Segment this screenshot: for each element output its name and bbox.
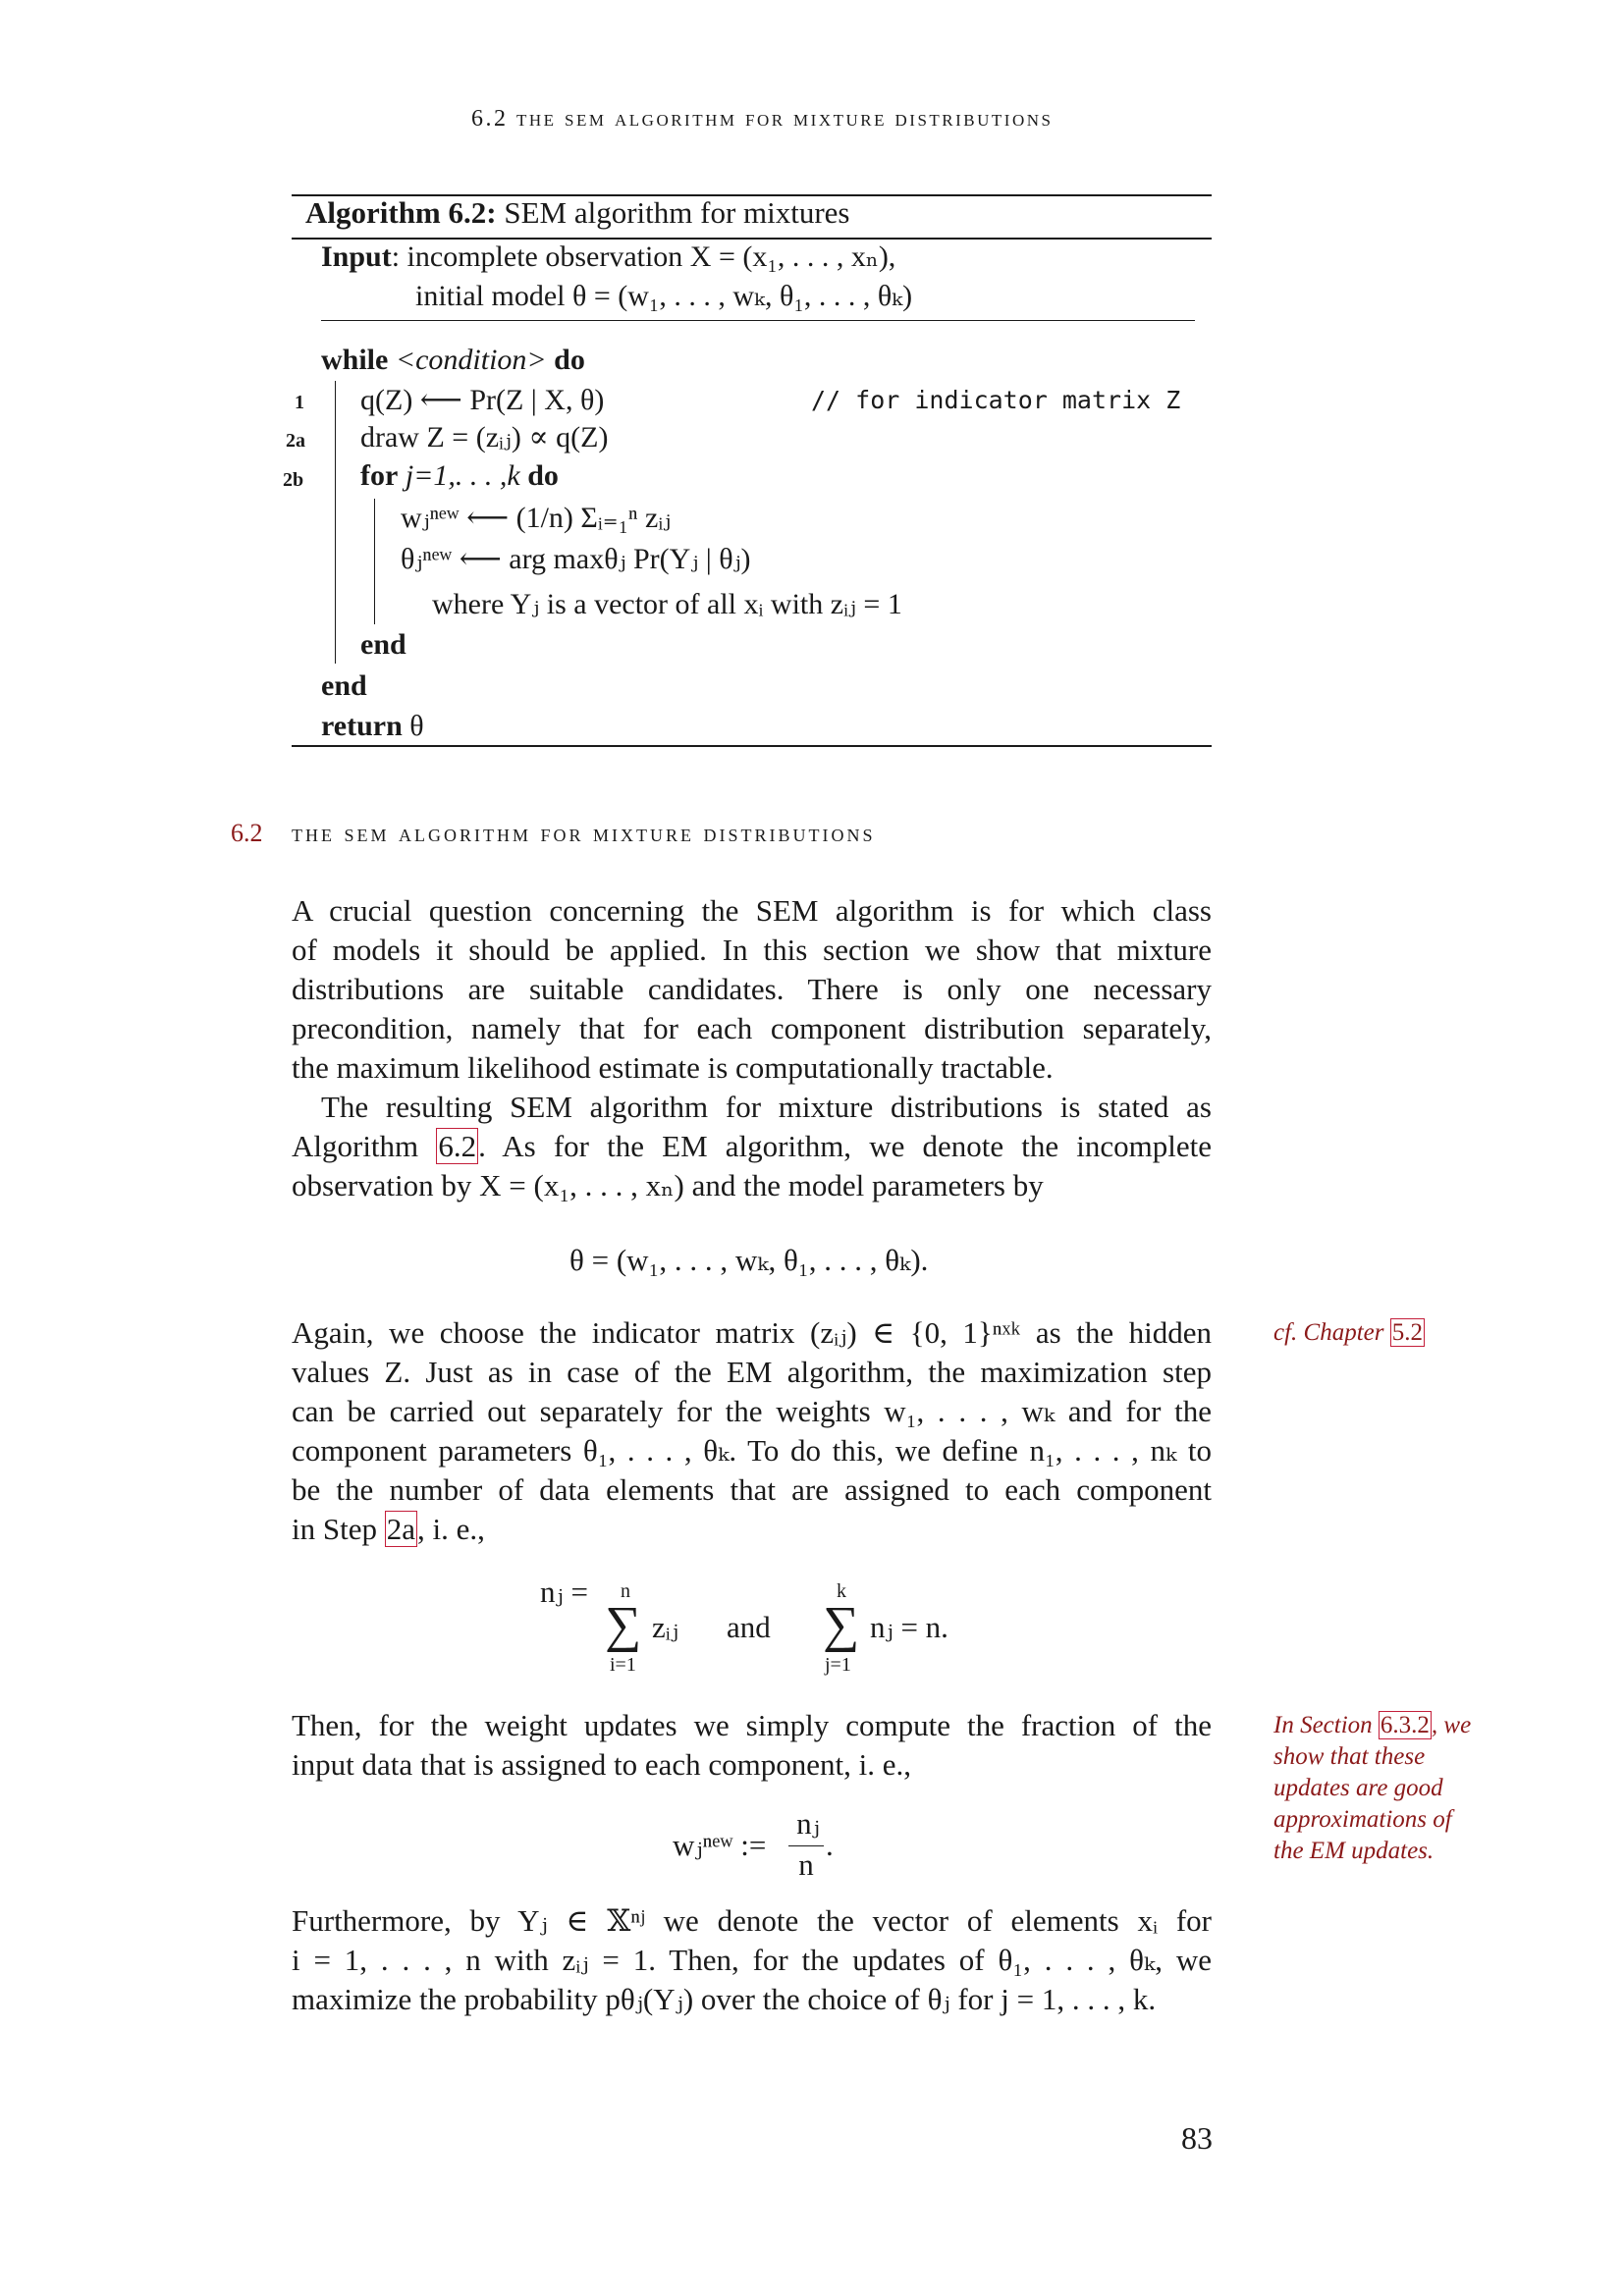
w-update: wⱼⁿᵉʷ ⟵ (1/n) Σᵢ₌₁ⁿ zᵢⱼ — [401, 502, 672, 534]
eq3-period: . — [826, 1828, 834, 1862]
paragraph-line: distributions are suitable candidates. There is only one necessary — [292, 972, 1212, 1006]
paragraph-line — [292, 1510, 1212, 1549]
paragraph-line: A crucial question concerning the SEM algorithm is for which class — [292, 893, 1212, 928]
paragraph-4 — [292, 1706, 1212, 1785]
eq2-sum2-term: nⱼ = n. — [870, 1610, 948, 1644]
where-line: where Yⱼ is a vector of all xᵢ with zᵢⱼ = 1 — [432, 588, 902, 620]
while-block-bar — [335, 381, 336, 664]
algorithm-input — [321, 240, 895, 274]
paragraph-3 — [292, 1313, 1212, 1549]
step-2a: draw Z = (zᵢⱼ) ∝ q(Z) — [360, 421, 609, 454]
theta-update: θⱼⁿᵉʷ ⟵ arg maxθⱼ Pr(Yⱼ | θⱼ) — [401, 543, 751, 575]
for-line — [360, 459, 559, 493]
eq2-sum2-upper: k — [837, 1580, 846, 1602]
page-number: 83 — [1181, 2120, 1213, 2156]
paragraph-line: of models it should be applied. In this section we show that mixture — [292, 933, 1212, 967]
eq2-and: and — [727, 1610, 771, 1644]
step-number-2a: 2a — [286, 430, 305, 452]
kw-do: do — [554, 344, 585, 376]
algorithm-label: Algorithm 6.2: — [305, 195, 497, 230]
paragraph-line: be the number of data elements that are assigned to each component — [292, 1472, 1212, 1507]
for-range: j=1,. . . ,k — [405, 459, 520, 492]
margin-note-section — [1273, 1710, 1499, 1867]
algorithm-title: SEM algorithm for mixtures — [504, 195, 850, 230]
text-fragment: , i. e., — [417, 1512, 485, 1546]
paragraph-line: The resulting SEM algorithm for mixture distributions is stated as — [321, 1090, 1212, 1124]
paragraph-line: values Z. Just as in case of the EM algorithm, the maximization step — [292, 1355, 1212, 1389]
section-ref-link[interactable]: 6.3.2 — [1380, 1712, 1430, 1738]
step-1: q(Z) ⟵ Pr(Z | X, θ) — [360, 384, 605, 416]
fraction-bar — [788, 1845, 824, 1846]
algorithm-bottom-rule — [292, 745, 1212, 747]
paragraph-line: Then, for the weight updates we simply compute the fraction of the — [292, 1708, 1212, 1742]
running-header: 6.2 the sem algorithm for mixture distributions — [471, 106, 1054, 132]
margin-text: the EM updates. — [1273, 1838, 1435, 1864]
step-ref-link[interactable]: 2a — [386, 1512, 415, 1546]
section-number: 6.2 — [231, 819, 263, 847]
paragraph-1 — [292, 891, 1212, 1088]
kw-end-for: end — [360, 628, 406, 661]
algorithm-input-line2: initial model θ = (w₁, . . . , wₖ, θ₁, . . . , θₖ) — [415, 280, 913, 312]
kw-for: for — [360, 459, 399, 492]
margin-text: In Section — [1273, 1712, 1373, 1738]
section-title: the sem algorithm for mixture distributions — [292, 819, 876, 847]
kw-do-inner: do — [527, 459, 559, 492]
while-condition: <condition> — [395, 344, 547, 376]
equation-weight-update: wⱼⁿᵉʷ := — [673, 1828, 767, 1862]
eq2-sum1-term: zᵢⱼ — [652, 1610, 679, 1644]
eq3-denominator: n — [798, 1847, 814, 1882]
algorithm-input-rule — [321, 320, 1195, 321]
paragraph-line — [292, 1127, 1212, 1166]
margin-text: show that these — [1273, 1743, 1426, 1770]
equation-theta: θ = (w₁, . . . , wₖ, θ₁, . . . , θₖ). — [569, 1243, 929, 1277]
eq3-numerator: nⱼ — [796, 1806, 820, 1841]
step-number-2b: 2b — [283, 469, 304, 491]
equation-nj — [540, 1575, 588, 1610]
paragraph-line: can be carried out separately for the weights w₁, . . . , wₖ and for the — [292, 1394, 1212, 1428]
step-number-1: 1 — [295, 392, 304, 413]
input-label: Input — [321, 240, 392, 273]
paragraph-line: Furthermore, by Yⱼ ∈ 𝕏ⁿʲ we denote the vector of elements xᵢ for — [292, 1903, 1212, 1938]
chapter-ref-link[interactable]: 5.2 — [1391, 1319, 1423, 1346]
text-fragment: . As for the EM algorithm, we denote the incomplete — [478, 1129, 1212, 1163]
eq2-lhs: nⱼ = — [540, 1575, 588, 1609]
eq2-sum1-lower: i=1 — [610, 1654, 636, 1676]
step-1-comment: // for indicator matrix Z — [811, 386, 1181, 414]
eq2-sum2-lower: j=1 — [825, 1654, 851, 1676]
algorithm-caption — [305, 195, 850, 231]
margin-text: , we — [1431, 1712, 1472, 1738]
paragraph-line: Again, we choose the indicator matrix (zᵢⱼ) ∈ {0, 1}ⁿˣᵏ as the hidden — [292, 1315, 1212, 1350]
return-value: θ — [409, 710, 424, 742]
while-line — [321, 344, 585, 377]
text-fragment: Algorithm — [292, 1129, 419, 1163]
paragraph-line: observation by X = (x₁, . . . , xₙ) and the model parameters by — [292, 1168, 1044, 1202]
paragraph-line: precondition, namely that for each component distribution separately, — [292, 1011, 1212, 1045]
kw-return: return — [321, 710, 403, 742]
paragraph-line: the maximum likelihood estimate is computationally tractable. — [292, 1050, 1054, 1085]
sum-symbol-1: ∑ — [605, 1597, 642, 1653]
paragraph-2 — [292, 1088, 1212, 1205]
paragraph-5 — [292, 1901, 1212, 2019]
paragraph-line: component parameters θ₁, . . . , θₖ. To do this, we define n₁, . . . , nₖ to — [292, 1433, 1212, 1468]
sum-symbol-2: ∑ — [823, 1597, 860, 1653]
paragraph-line: input data that is assigned to each component, i. e., — [292, 1747, 912, 1782]
paragraph-line: i = 1, . . . , n with zᵢⱼ = 1. Then, for the updates of θ₁, . . . , θₖ, we — [292, 1943, 1212, 1977]
eq2-sum1-upper: n — [621, 1580, 630, 1602]
text-fragment: in Step — [292, 1512, 377, 1546]
margin-text: approximations of — [1273, 1806, 1452, 1833]
algorithm-ref-link[interactable]: 6.2 — [438, 1129, 477, 1163]
for-block-bar — [374, 499, 375, 624]
kw-while: while — [321, 344, 389, 376]
margin-note-chapter — [1273, 1317, 1499, 1349]
input-text: : incomplete observation X = (x₁, . . . , xₙ), — [391, 240, 896, 273]
return-line — [321, 710, 424, 743]
paragraph-line: maximize the probability pθⱼ(Yⱼ) over the choice of θⱼ for j = 1, . . . , k. — [292, 1982, 1157, 2016]
margin-text: updates are good — [1273, 1775, 1443, 1801]
margin-text: cf. Chapter — [1273, 1319, 1384, 1346]
kw-end-while: end — [321, 669, 367, 702]
